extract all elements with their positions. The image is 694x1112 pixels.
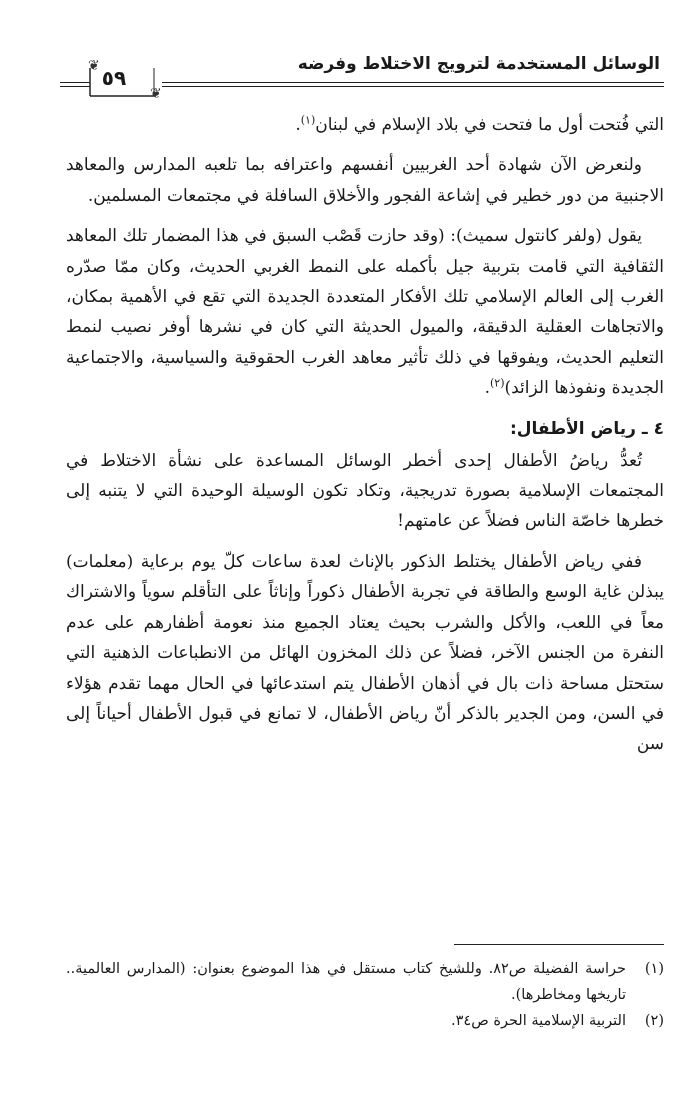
paragraph [66,110,664,140]
paragraph: ففي رياض الأطفال يختلط الذكور بالإناث لعدة ساعات كلّ يوم برعاية (معلمات) يبذلن غاية الوسع والطاقة في تجربة الأطفال ذكوراً وإناثاً على التأقلم سوياً والاشتراك معاً في اللعب، والأكل والشرب بحيث يعتاد الجميع منذ نعومة أظفارهم على عدم النفرة من الجنس الآخر، فضلاً عن ذلك المخزون الهائل من الانطباعات الذهنية التي ستحتل مساحة ذات بال في أذهان الأطفال يتم استدعائها في الحال مهما تقدم هؤلاء في السن، ومن الجدير بالذكر أنّ رياض الأطفال، لا تمانع في قبول الأطفال أحياناً إلى سن [66,551,664,755]
header-rule [162,82,664,83]
paragraph-end: . [484,378,490,399]
page-number-frame [68,62,162,102]
footnote-ref[interactable]: (١) [300,113,316,127]
page-number: ٥٩ [101,66,127,90]
section-heading: ٤ ـ رياض الأطفال: [509,418,664,439]
paragraph: ولنعرض الآن شهادة أحد الغربيين أنفسهم واعترافه بما تلعبه المدارس والمعاهد الاجنبية من دور خطير في إشاعة الفجور والأخلاق السافلة في مجتمعات المسلمين. [66,155,664,206]
paragraph-end: . [295,115,301,135]
leaf-ornament-icon: ❦ [88,58,100,74]
footnote [66,1008,664,1034]
footnote-text: التربية الإسلامية الحرة ص٣٤. [451,1013,626,1029]
paragraph: تُعدُّ رياضُ الأطفال إحدى أخطر الوسائل المساعدة على نشأة الاختلاط في المجتمعات الإسلامية بصورة تدريجية، وتكاد تكون الوسيلة الوحيدة التي لا يتنبه إلى خطرها خاصّة الناس فضلاً عن عامتهم! [66,450,664,532]
body-text [66,110,664,770]
paragraph [66,221,664,403]
footnote-text: حراسة الفضيلة ص٨٢. وللشيخ كتاب مستقل في هذا الموضوع بعنوان: (المدارس العالمية.. تاريخها ومخاطرها). [66,961,626,1003]
footnote-number: (١) [644,961,664,977]
leaf-ornament-icon: ❦ [150,86,162,102]
paragraph-text: التي فُتحت أول ما فتحت في بلاد الإسلام في لبنان [315,115,664,135]
footnote-ref[interactable]: (٢) [489,376,505,390]
paragraph-text: يقول (ولفر كانتول سميث): (وقد حازت قَصْب السبق في هذا المضمار تلك المعاهد الثقافية التي قامت بتربية جيل بأكمله على النمط الغربي الحديث، وكان ممّا صدّره الغرب إلى العالم الإسلامي تلك الأفكار المتعددة الجديدة التي تقع في الأهمية بمكان، والاتجاهات العقلية الدقيقة، والميول الحديثة التي كان في نشرها أوفر نصيب لنمط التعليم الحديث، ويفوقها في ذلك تأثير معاهد الغرب الحقوقية والسياسية، والاجتماعية الجديدة ونفوذها الزائد) [66,226,664,399]
footnote [66,956,664,1008]
footnote-rule [454,944,664,945]
header-rule [162,86,664,87]
running-title: الوسائل المستخدمة لترويج الاختلاط وفرضه [297,54,660,74]
footnotes [66,956,664,1034]
footnote-number: (٢) [644,1013,664,1029]
